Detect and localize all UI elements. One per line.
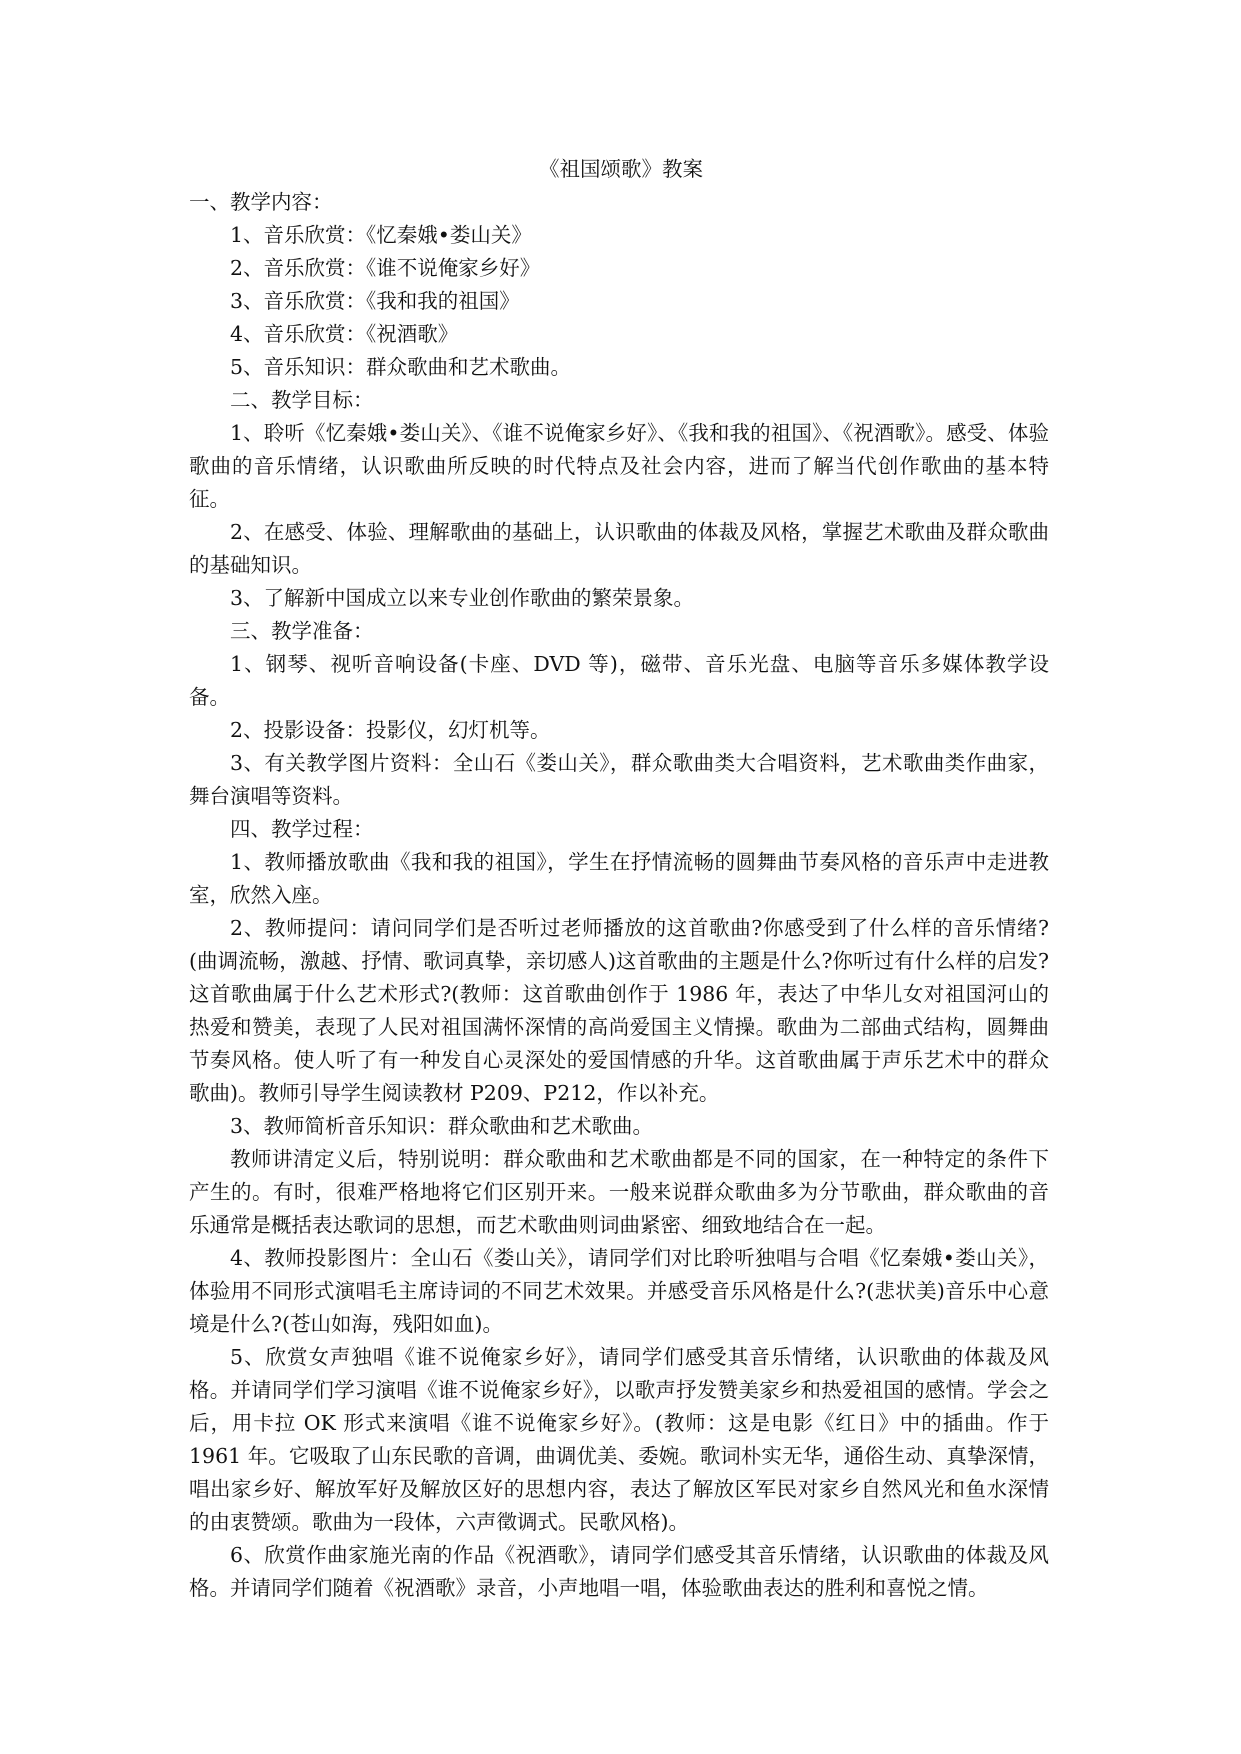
content-item: 2、音乐欣赏：《谁不说俺家乡好》 — [230, 256, 541, 280]
process-paragraph: 教师讲清定义后，特别说明：群众歌曲和艺术歌曲都是不同的国家，在一种特定的条件下产生的。有时，很难严格地将它们区别开来。一般来说群众歌曲多为分节歌曲，群众歌曲的音乐通常是概括表达歌词的思想，而艺术歌曲则词曲紧密、细致地结合在一起。 — [189, 1147, 1049, 1237]
process-paragraph: 5、欣赏女声独唱《谁不说俺家乡好》，请同学们感受其音乐情绪，认识歌曲的体裁及风格。并请同学们学习演唱《谁不说俺家乡好》，以歌声抒发赞美家乡和热爱祖国的感情。学会之后，用卡拉 OK 形式来演唱《谁不说俺家乡好》。(教师：这是电影《红日》中的插曲。作于 1961 年。它吸取了山东民歌的音调，曲调优美、委婉。歌词朴实无华，通俗生动、真挚深情，唱出家乡好、解放军好及解放区好的思想内容，表达了解放区军民对家乡自然风光和鱼水深情的由衷赞颂。歌曲为一段体，六声徵调式。民歌风格)。 — [189, 1345, 1049, 1534]
content-item: 4、音乐欣赏：《祝酒歌》 — [230, 322, 459, 346]
section-heading-goals: 二、教学目标： — [230, 388, 374, 412]
goal-paragraph: 2、在感受、体验、理解歌曲的基础上，认识歌曲的体裁及风格，掌握艺术歌曲及群众歌曲的基础知识。 — [189, 520, 1049, 577]
preparation-paragraph: 1、钢琴、视听音响设备(卡座、DVD 等)，磁带、音乐光盘、电脑等音乐多媒体教学设备。 — [189, 652, 1049, 709]
preparation-paragraph: 3、有关教学图片资料：全山石《娄山关》，群众歌曲类大合唱资料，艺术歌曲类作曲家，舞台演唱等资料。 — [189, 751, 1049, 808]
section-heading-content: 一、教学内容： — [189, 190, 333, 214]
content-item: 5、音乐知识：群众歌曲和艺术歌曲。 — [230, 355, 572, 379]
section-heading-preparation: 三、教学准备： — [230, 619, 374, 643]
goal-paragraph: 3、了解新中国成立以来专业创作歌曲的繁荣景象。 — [230, 586, 695, 610]
process-paragraph: 3、教师简析音乐知识：群众歌曲和艺术歌曲。 — [230, 1114, 654, 1138]
content-item: 1、音乐欣赏：《忆秦娥•娄山关》 — [230, 223, 532, 247]
document-body — [189, 153, 1049, 1605]
preparation-paragraph: 2、投影设备：投影仪，幻灯机等。 — [230, 718, 551, 742]
process-paragraph: 6、欣赏作曲家施光南的作品《祝酒歌》，请同学们感受其音乐情绪，认识歌曲的体裁及风格。并请同学们随着《祝酒歌》录音，小声地唱一唱，体验歌曲表达的胜利和喜悦之情。 — [189, 1543, 1049, 1600]
page-title: 《祖国颂歌》教案 — [539, 157, 703, 181]
section-heading-process: 四、教学过程： — [230, 817, 374, 841]
goal-paragraph: 1、聆听《忆秦娥•娄山关》、《谁不说俺家乡好》、《我和我的祖国》、《祝酒歌》。感受、体验歌曲的音乐情绪，认识歌曲所反映的时代特点及社会内容，进而了解当代创作歌曲的基本特征。 — [189, 421, 1049, 511]
content-item: 3、音乐欣赏：《我和我的祖国》 — [230, 289, 520, 313]
process-paragraph: 1、教师播放歌曲《我和我的祖国》，学生在抒情流畅的圆舞曲节奏风格的音乐声中走进教室，欣然入座。 — [189, 850, 1049, 907]
process-paragraph: 4、教师投影图片：全山石《娄山关》，请同学们对比聆听独唱与合唱《忆秦娥•娄山关》，体验用不同形式演唱毛主席诗词的不同艺术效果。并感受音乐风格是什么?(悲状美)音乐中心意境是什么?(苍山如海，残阳如血)。 — [189, 1246, 1049, 1336]
process-paragraph: 2、教师提问：请问同学们是否听过老师播放的这首歌曲?你感受到了什么样的音乐情绪?(曲调流畅，激越、抒情、歌词真挚，亲切感人)这首歌曲的主题是什么?你听过有什么样的启发?这首歌曲属于什么艺术形式?(教师：这首歌曲创作于 1986 年，表达了中华儿女对祖国河山的热爱和赞美，表现了人民对祖国满怀深情的高尚爱国主义情操。歌曲为二部曲式结构，圆舞曲节奏风格。使人听了有一种发自心灵深处的爱国情感的升华。这首歌曲属于声乐艺术中的群众歌曲)。教师引导学生阅读教材 P209、P212，作以补充。 — [189, 916, 1049, 1105]
